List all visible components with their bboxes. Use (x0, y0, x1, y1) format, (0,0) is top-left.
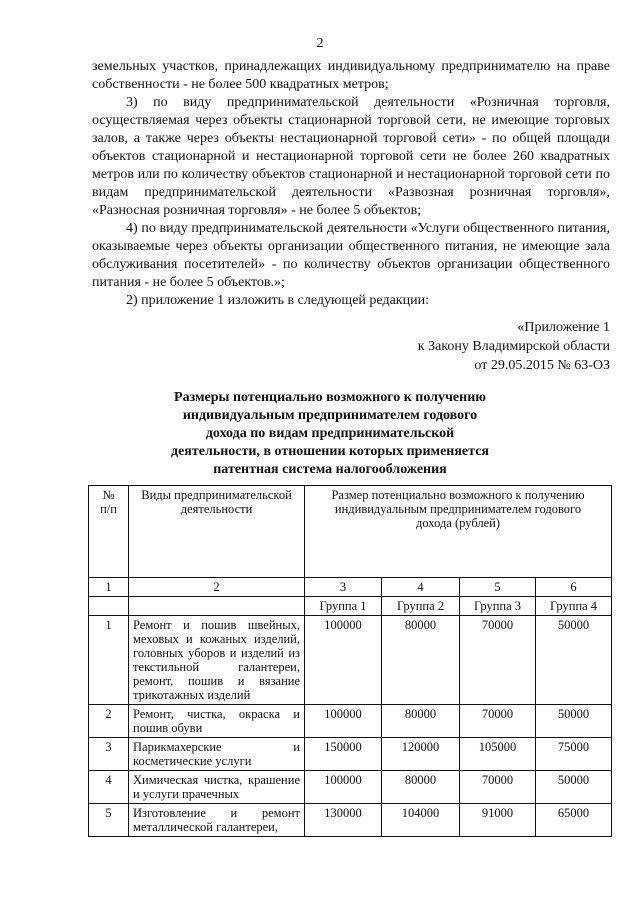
appendix-line-1: «Приложение 1 (517, 320, 610, 335)
income-value: 100000 (305, 771, 382, 804)
income-value: 50000 (536, 705, 612, 738)
income-value: 150000 (305, 738, 382, 771)
table-row (89, 705, 612, 738)
income-value: 65000 (536, 804, 612, 837)
table-row (89, 771, 612, 804)
income-value: 70000 (460, 771, 536, 804)
group-label: Группа 1 (305, 597, 382, 616)
income-value: 80000 (382, 771, 460, 804)
title-line: дохода по видам предпринимательской (205, 426, 455, 441)
row-number: 5 (89, 804, 129, 837)
income-value: 50000 (536, 771, 612, 804)
income-table (88, 485, 612, 837)
column-number: 5 (460, 578, 536, 597)
activity-name: Ремонт и пошив швейных, меховых и кожаных изделий, головных уборов и изделий из текстильной галантереи, ремонт, пошив и вязание трикотажных изделий (129, 616, 305, 705)
group-label: Группа 2 (382, 597, 460, 616)
paragraph-continuation: земельных участков, принадлежащих индивидуальному предпринимателю на праве собственности - не более 500 квадратных метров; (92, 59, 610, 92)
row-number: 4 (89, 771, 129, 804)
row-number: 2 (89, 705, 129, 738)
income-value: 104000 (382, 804, 460, 837)
paragraph-item-3: 3) по виду предпринимательской деятельности «Розничная торговля, осуществляемая через объекты стационарной торговой сети, не имеющие торговых залов, а также через объекты нестационарной торговой сети» - по общей площади объектов стационарной и нестационарной торговой сети не более 260 квадратных метров или по количеству объектов стационарной и нестационарной торговой сети по видам предпринимательской деятельности «Развозная розничная торговля», «Разносная розничная торговля» - не более 5 объектов; (92, 95, 610, 218)
income-value: 105000 (460, 738, 536, 771)
table-row (89, 616, 612, 705)
income-value: 100000 (305, 616, 382, 705)
income-value: 80000 (382, 616, 460, 705)
income-value: 70000 (460, 705, 536, 738)
header-income: Размер потенциально возможного к получению индивидуальным предпринимателем годового дохода (рублей) (305, 486, 612, 578)
table-row (89, 804, 612, 837)
paragraph-amendment: 2) приложение 1 изложить в следующей редакции: (126, 293, 429, 308)
paragraph-item-4: 4) по виду предпринимательской деятельности «Услуги общественного питания, оказываемые через объекты организации общественного питания, не имеющие зала обслуживания посетителей» - по количеству объектов организации общественного питания - не более 5 объектов.»; (92, 221, 610, 290)
header-number: № п/п (89, 486, 129, 578)
group-label: Группа 3 (460, 597, 536, 616)
empty-cell (89, 597, 129, 616)
column-number: 4 (382, 578, 460, 597)
activity-name: Ремонт, чистка, окраска и пошив обуви (129, 705, 305, 738)
title-line: индивидуальным предпринимателем годового (182, 408, 478, 423)
income-value: 120000 (382, 738, 460, 771)
table-header-row (89, 486, 612, 578)
column-number: 1 (89, 578, 129, 597)
income-value: 75000 (536, 738, 612, 771)
page-number: 2 (316, 36, 324, 51)
activity-name: Изготовление и ремонт металлической галантереи, (129, 804, 305, 837)
row-number: 1 (89, 616, 129, 705)
document-title (140, 389, 520, 479)
body-text (92, 58, 610, 310)
table-row (89, 738, 612, 771)
header-activity: Виды предпринимательской деятельности (129, 486, 305, 578)
title-line: патентная система налогообложения (213, 462, 447, 477)
column-number-row (89, 578, 612, 597)
column-number: 6 (536, 578, 612, 597)
income-value: 91000 (460, 804, 536, 837)
income-value: 80000 (382, 705, 460, 738)
appendix-line-2: к Закону Владимирской области (417, 339, 610, 354)
column-number: 3 (305, 578, 382, 597)
appendix-header (340, 318, 610, 375)
appendix-line-3: от 29.05.2015 № 63-ОЗ (474, 358, 610, 373)
empty-cell (129, 597, 305, 616)
group-label: Группа 4 (536, 597, 612, 616)
column-number: 2 (129, 578, 305, 597)
title-line: деятельности, в отношении которых применяется (171, 444, 489, 459)
title-line: Размеры потенциально возможного к получению (174, 390, 486, 405)
income-value: 130000 (305, 804, 382, 837)
income-value: 70000 (460, 616, 536, 705)
row-number: 3 (89, 738, 129, 771)
activity-name: Парикмахерские и косметические услуги (129, 738, 305, 771)
activity-name: Химическая чистка, крашение и услуги прачечных (129, 771, 305, 804)
income-value: 50000 (536, 616, 612, 705)
income-value: 100000 (305, 705, 382, 738)
group-header-row (89, 597, 612, 616)
